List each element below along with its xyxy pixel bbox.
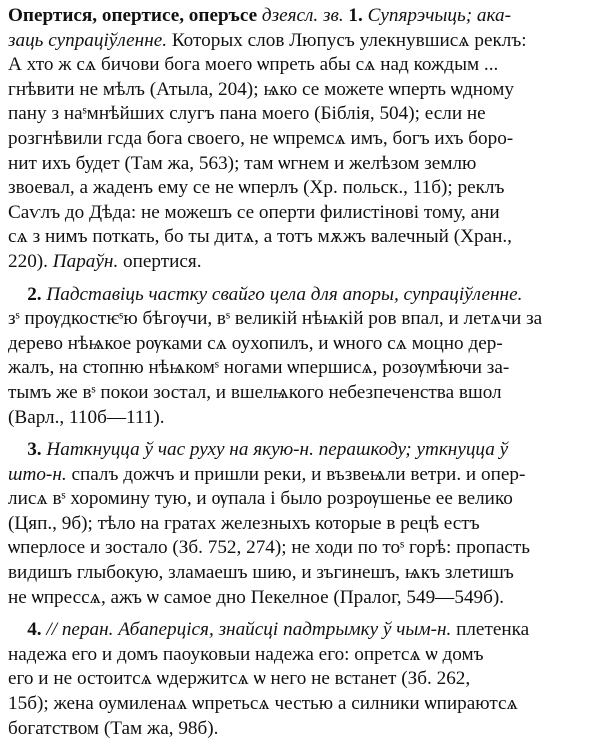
quotation-line: розгнѣвили гсда бога своего, не ѡпремсѧ имъ, богъ ихъ боро-: [8, 127, 514, 149]
quotation-line: [8, 250, 590, 275]
entry-section-2: [8, 283, 590, 431]
quotation-line: 15б); жена оумиленаѧ ѡпретьсѧ честью а силники ѡпираютсѧ: [8, 693, 518, 715]
sense-definition: // перан. Абаперціся, знайсці падтрымку ў чым-н.: [46, 619, 452, 641]
quotation-line: Саѵлъ до Дѣда: не можешъ се оперти филистіновi тому, ани: [8, 201, 500, 223]
quotation-text: спалъ дожчъ и пришли реки, и възвеѩли ветри. и опер-: [71, 463, 526, 485]
entry-line: [8, 4, 590, 29]
sense-definition: Падставіць частку свайго цела для апоры, супраціўленне.: [46, 283, 523, 305]
source-ref: 220).: [8, 250, 48, 272]
quotation-line: сѧ з нимъ поткать, бо ты дитѧ, а тотъ мѫжъ валечный (Хран.,: [8, 226, 512, 248]
entry-line: [8, 463, 590, 488]
sense-number: 3.: [27, 439, 42, 461]
quotation-line: видишъ глыбокую, зламаешъ шию, и зъгинешъ, ѩкъ злетишъ: [8, 562, 514, 584]
quotation-line: надежа его и домъ паоуковыи надежа его: опретсѧ ѡ домъ: [8, 643, 484, 665]
quotation-line: не ѡпрессѧ, ажъ ѡ самое дно Пекелное (Пралог, 549—549б).: [8, 586, 505, 608]
entry-line: [8, 438, 590, 463]
cross-reference: опертися.: [123, 250, 202, 272]
entry-line: [8, 618, 590, 643]
quotation-line: зˢ прѹдкостѥˢю бѣгѹчи, вˢ великій нѣѩкій ров впал, и летѧчи за: [8, 308, 543, 330]
quotation-line: его и не остоитсѧ ѡдержитсѧ ѡ него не встанет (Зб. 262,: [8, 668, 471, 690]
entry-line: [8, 29, 590, 54]
quotation-text: плетенка: [456, 619, 530, 641]
sense-definition: Супярэчыць; ака-: [367, 5, 511, 26]
quotation-line: гнѣвити не мѣлъ (Атыла, 204); ѩко се можете ѡперть ѡдному: [8, 78, 514, 100]
sense-number: 2.: [27, 283, 42, 305]
quotation-line: богатством (Там жа, 98б).: [8, 717, 219, 739]
sense-number: 1.: [348, 5, 363, 26]
sense-number: 4.: [27, 619, 42, 641]
quotation-line: (Цяп., 9б); тѣло на гратах железныхъ которые в рецѣ естъ: [8, 512, 480, 534]
entry-section-1: [8, 4, 590, 275]
quotation-line: жалъ, на стопню нѣѩкомˢ ногами ѡпершисѧ, розѹмѣючи за-: [8, 357, 510, 379]
headword: Опертися, опертисе, оперъсе: [8, 5, 258, 26]
entry-section-3: [8, 438, 590, 610]
quotation-line: лисѧ вˢ хоромину тую, и ѹпала i было розрѹшенье ее велико: [8, 488, 513, 510]
sense-definition: заць супраціўленне.: [8, 29, 168, 51]
quotation-line: (Варл., 110б—111).: [8, 406, 165, 428]
quotation-text: Которых слов Люпусъ улекнувшисѧ реклъ:: [171, 29, 527, 51]
quotation-line: тымъ же вˢ покои зостал, и вшелѩкого небезпеченства вшол: [8, 381, 502, 403]
sense-definition: што-н.: [8, 463, 67, 485]
entry-line: [8, 283, 590, 308]
quotation-line: А хто ж сѧ бичови бога моего ѡпреть абы сѧ над кождым ...: [8, 54, 499, 76]
quotation-line: звоевал, а жаденъ ему се не ѡперлъ (Хр. польск., 11б); реклъ: [8, 177, 505, 199]
sense-definition: Наткнуцца ў час руху на якую-н. перашкоду; уткнуцца ў: [46, 439, 509, 461]
quotation-line: пану з наˢмнѣйших слугъ пана моего (Біблія, 504); если не: [8, 103, 486, 125]
entry-section-4: [8, 618, 590, 741]
part-of-speech: дзеясл. зв.: [261, 5, 344, 26]
quotation-line: дерево нѣѩкое рѹками сѧ оухопилъ, и ѡного сѧ моцно дер-: [8, 332, 503, 354]
quotation-line: ѡперлосе и зостало (Зб. 752, 274); не ходи по тоˢ горѣ: пропасть: [8, 537, 530, 559]
compare-marker: Параўн.: [52, 250, 119, 272]
quotation-line: нит ихъ будет (Там жа, 563); там ѡгнем и желѣзом землю: [8, 152, 477, 174]
